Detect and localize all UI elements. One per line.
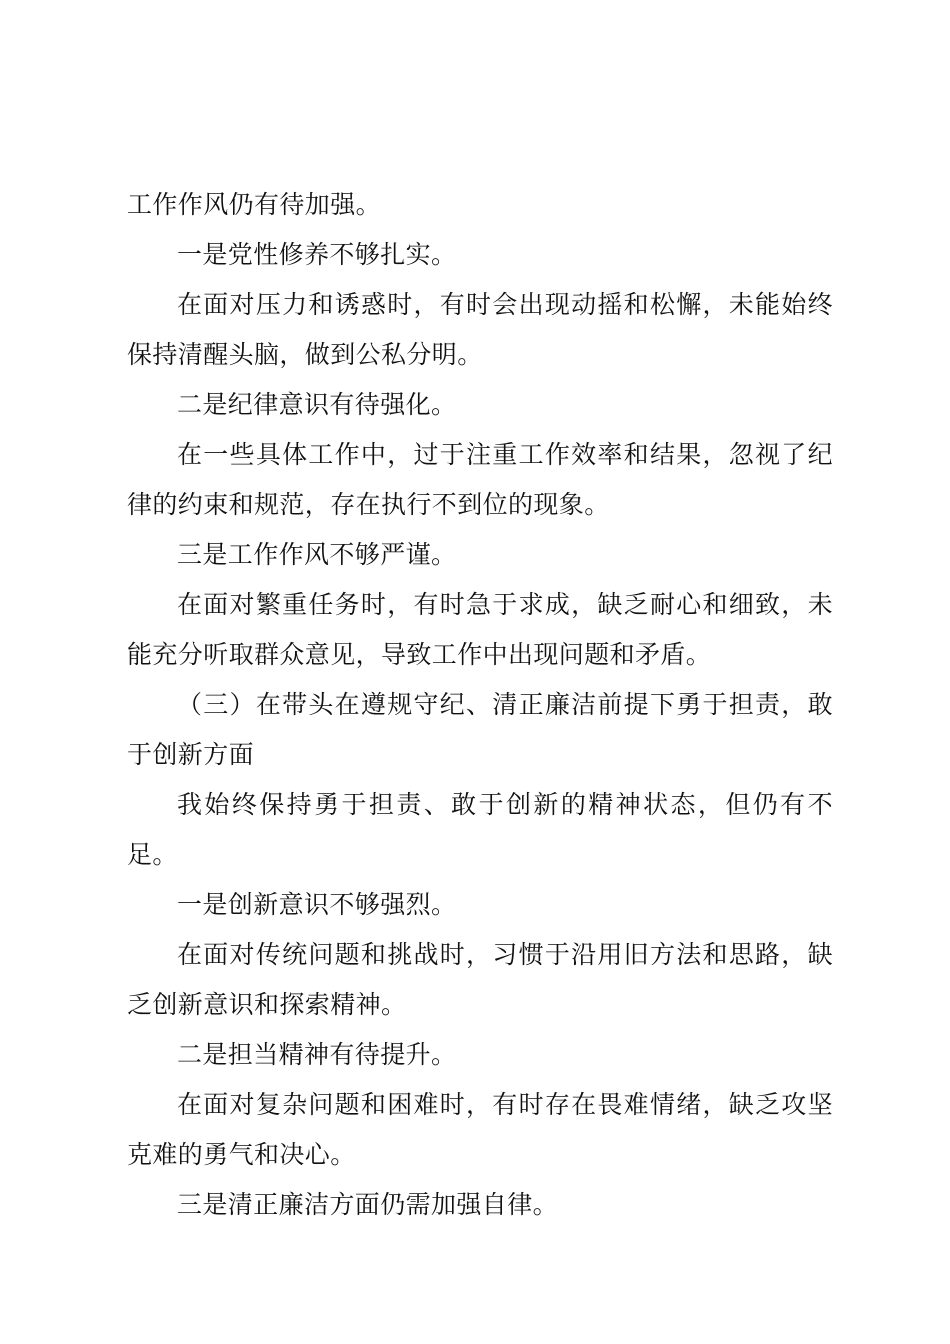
paragraph-heading: 一是党性修养不够扎实。 [177,240,457,269]
section-heading: （三）在带头在遵规守纪、清正廉洁前提下勇于担责，敢于创新方面 [127,690,833,769]
paragraph-heading: 三是工作作风不够严谨。 [177,540,457,569]
paragraph: 我始终保持勇于担责、敢于创新的精神状态，但仍有不足。 [127,790,833,869]
paragraph: 在面对繁重任务时，有时急于求成，缺乏耐心和细致，未能充分听取群众意见，导致工作中出现问题和矛盾。 [127,590,833,669]
paragraph-continuation: 工作作风仍有待加强。 [127,190,382,219]
paragraph-heading: 二是纪律意识有待强化。 [177,390,457,419]
paragraph: 在面对压力和诱惑时，有时会出现动摇和松懈，未能始终保持清醒头脑，做到公私分明。 [127,290,833,369]
paragraph: 在面对传统问题和挑战时，习惯于沿用旧方法和思路，缺乏创新意识和探索精神。 [127,940,833,1019]
paragraph-heading: 二是担当精神有待提升。 [177,1040,457,1069]
paragraph-heading: 三是清正廉洁方面仍需加强自律。 [177,1190,559,1219]
paragraph: 在一些具体工作中，过于注重工作效率和结果，忽视了纪律的约束和规范，存在执行不到位的现象。 [127,440,833,519]
paragraph: 在面对复杂问题和困难时，有时存在畏难情绪，缺乏攻坚克难的勇气和决心。 [127,1090,833,1169]
document-body [127,180,833,1230]
paragraph-heading: 一是创新意识不够强烈。 [177,890,457,919]
